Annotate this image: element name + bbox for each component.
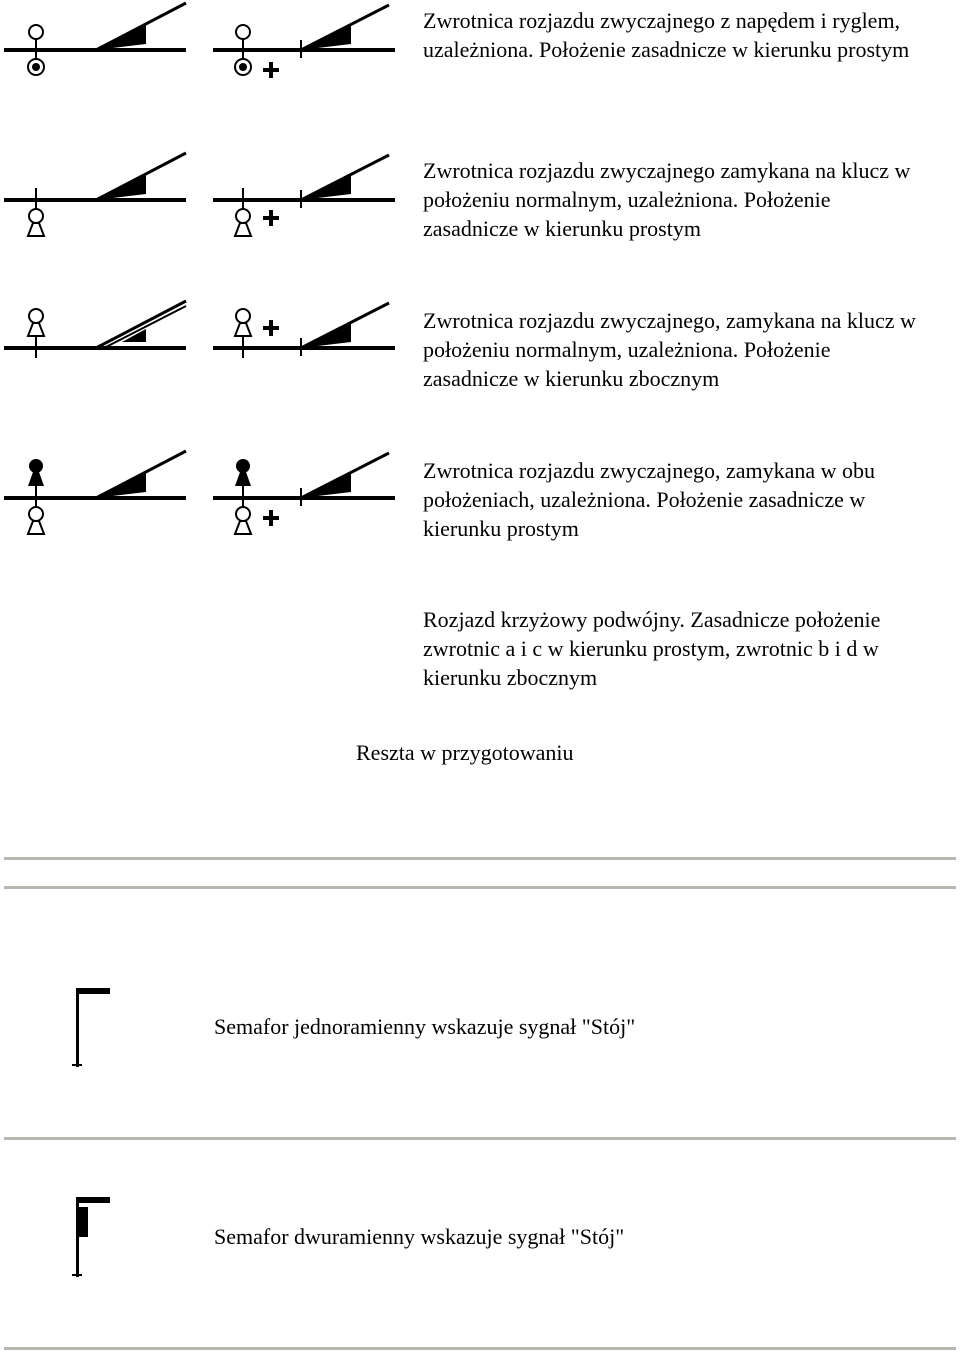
switch-locked-both-positions-symbol	[4, 448, 186, 543]
switch-drive-and-bolt-straight-plus-symbol	[213, 0, 395, 80]
signal-label: Semafor jednoramienny wskazuje sygnał "Stój"	[214, 1014, 636, 1039]
switch-drive-and-bolt-straight-symbol	[4, 0, 186, 80]
switch-key-locked-normal-diverging-plus-symbol	[213, 298, 395, 368]
section-divider	[4, 1347, 956, 1350]
switch-description: Zwrotnica rozjazdu zwyczajnego, zamykana w obu położeniach, uzależniona. Położenie zasadnicze w kierunku prostym	[423, 458, 876, 541]
section-divider	[4, 857, 956, 860]
section-divider	[4, 886, 956, 889]
switch-description: Zwrotnica rozjazdu zwyczajnego, zamykana na klucz w położeniu normalnym, uzależniona. Położenie zasadnicze w kierunku zbocznym	[423, 308, 916, 391]
single-arm-semaphore-icon	[72, 985, 114, 1070]
switch-key-locked-normal-diverging-symbol	[4, 298, 186, 368]
signal-label: Semafor dwuramienny wskazuje sygnał "Stój"	[214, 1224, 625, 1249]
switch-key-locked-normal-straight-symbol	[4, 150, 186, 245]
section-divider	[4, 1137, 956, 1140]
switch-key-locked-normal-straight-plus-symbol	[213, 150, 395, 245]
in-preparation-note: Reszta w przygotowaniu	[356, 740, 574, 765]
switch-locked-both-positions-plus-symbol	[213, 448, 395, 543]
switch-description: Zwrotnica rozjazdu zwyczajnego zamykana na klucz w położeniu normalnym, uzależniona. Położenie zasadnicze w kierunku prostym	[423, 158, 911, 241]
double-arm-semaphore-icon	[72, 1195, 114, 1280]
switch-description: Zwrotnica rozjazdu zwyczajnego z napędem i ryglem, uzależniona. Położenie zasadnicze w kierunku prostym	[423, 8, 910, 62]
crossing-description: Rozjazd krzyżowy podwójny. Zasadnicze położenie zwrotnic a i c w kierunku prostym, zwrotnic b i d w kierunku zbocznym	[423, 607, 881, 690]
